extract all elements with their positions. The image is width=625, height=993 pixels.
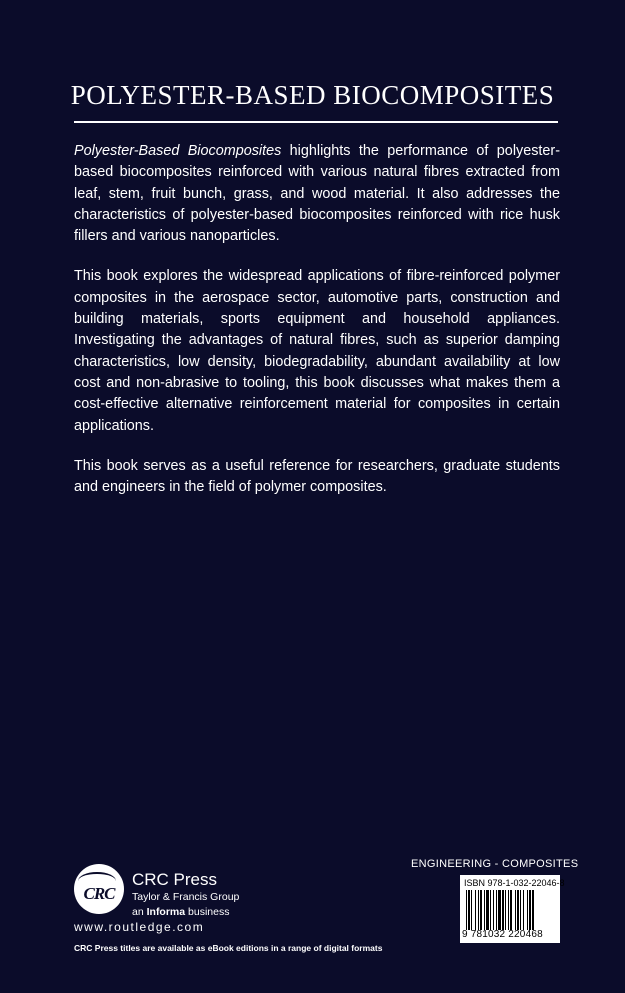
blurb-paragraph-1-text: highlights the performance of polyester-based biocomposites reinforced with various natural fibres extracted from leaf, stem, fruit bunch, grass, and wood material. It also addresses the characteristics of polyester-based biocomposites reinforced with rice husk fillers and various nanoparticles. xyxy=(74,143,560,245)
barcode-block xyxy=(460,875,565,943)
logo-text: CRC xyxy=(83,884,115,903)
barcode-icon xyxy=(466,890,554,930)
publisher-website: www.routledge.com xyxy=(74,920,205,934)
blurb-paragraph-2: This book explores the widespread applications of fibre-reinforced polymer composites in the aerospace sector, automotive parts, construction and building materials, sports equipment and household appliances. Investigating the advantages of natural fibres, such as superior damping characteristics, low density, biodegradability, abundant availability at low cost and non-abrasive to tooling, this book discusses what makes them a cost-effective alternative reinforcement material for composites in certain applications. xyxy=(74,268,560,434)
ebook-note: CRC Press titles are available as eBook editions in a range of digital formats xyxy=(74,943,383,953)
title-divider xyxy=(74,121,558,123)
blurb xyxy=(74,141,560,517)
book-title: POLYESTER-BASED BIOCOMPOSITES xyxy=(70,80,555,110)
subject-category: ENGINEERING - COMPOSITES xyxy=(411,858,579,870)
crc-logo-icon xyxy=(74,864,124,914)
publisher-name: CRC Press xyxy=(132,870,218,889)
blurb-paragraph-1 xyxy=(74,141,560,247)
informa-prefix: an xyxy=(132,906,147,918)
barcode-digits: 9 781032 220468 xyxy=(462,929,543,940)
publisher-block xyxy=(74,858,374,928)
publisher-group: Taylor & Francis Group xyxy=(132,891,240,903)
book-title-italic: Polyester-Based Biocomposites xyxy=(74,143,282,159)
informa-line xyxy=(132,906,229,918)
informa-suffix: business xyxy=(185,906,230,918)
informa-name: Informa xyxy=(146,906,186,918)
isbn-label: ISBN 978-1-032-22046-8 xyxy=(464,878,565,888)
blurb-paragraph-3: This book serves as a useful reference for researchers, graduate students and engineers in the field of polymer composites. xyxy=(74,457,560,496)
